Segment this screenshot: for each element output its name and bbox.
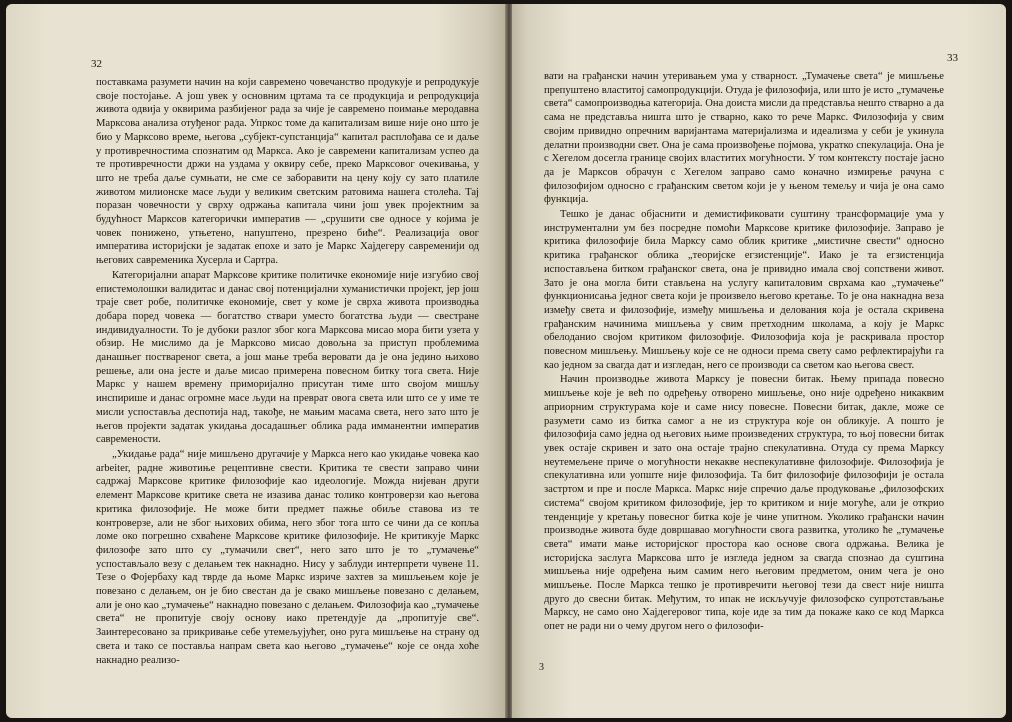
paragraph: Категоријални апарат Марксове критике политичке економије није изгубио свој епистемолошки валидитас и данас свој потенцијални хуманистички пројект, јер још траје свет робе, политичке економије, свет у коме је сврха живота производња добара поред човека — богатство ствари уместо богатства људи — свестране индивидуалности. То је дубоки разлог због кога Марксова мисао мора бити узета у обзир. Не мислимо да је Марксово мисао довољна за приступ проблемима данашњег постварeног света, а још мање треба веровати да је она једино њихово решење, али она јесте и даље мисао примерена повесном битку тога света. Није Маркс у нашем времену приморијално присутан тиме што својом мишљу инспирише и данас огромне масе људи на преврат овога света или што се у име те мисли успоставља деспотија над, такође, не мањим масама света, него зато што је његов пројекти задатак укидања досадашњег облика рада имманентни императив савремености. (96, 269, 479, 446)
right-page (512, 4, 1006, 718)
signature-mark: 3 (539, 662, 544, 673)
paragraph: Начин производње живота Марксу је повесни битак. Њему припада повесно мишљење које је већ по одређењу отворено мишљење, оно није одређено никаквим априорним структурама које и саме нису повесне. Повесни битак, дакле, може се разумети само из битка самог а не из структура које он обликује. А пошто је филозофија само једна од његових њиме произведених структура, то њој повесни битак увек остаје скривен и зато она остаје трајно спекулативна. Отуда су према Марксу неутемељене приче о могућности некакве неспекулативне филозофије. Филозофија је спекулативна или уопште није филозофија. Та бит филозофије филозофији је остала застртом и пре и после Маркса. Маркс није спречио даље продуковање „филозофских система“ својом критиком филозофије, јер то критиком и није могуће, али је открио тенденције у кретању повесног битка које је чине упитном. Уколико грађански начин производње живота буде довршавао могућности свога развитка, утолико ће „тумачење света“ имати мање историјског простора као основе свога одржања. Велика је историјска заслуга Марксова што је изгледа једном за свагда спознао да суштина мишљења није одређена њим самим него његовим предметом, оним чега је оно мишљење. После Маркса тешко је противречити његовој тези да свест није ништа друго до свесни битак. Међутим, то ипак не искључује филозофско супротстављање Марксу, не само оно Хајдегеровог типа, које иде за тим да покаже како се код Маркса опет не ради ни о чему другом него о филозофи- (544, 374, 944, 633)
left-page (6, 4, 506, 718)
right-page-text (544, 70, 944, 634)
paragraph: Тешко је данас објаснити и демистификовати суштину трансформације ума у инструментални ум без посредне помоћи Марксове критике филозофије. Заправо је критика филозофије била Марксу само облик критике „мистичне свести“ односно критика грађанског облика „теоријске егзистенције“. Иако је та егзистенција испостављена битком грађанског света, она је привидно имала свој сопствени живот. Зато је она могла бити стављена на услугу капиталовим сврхама као „тумачење“ функционисања једног света који је произвело његово кретање. То је она накнадна веза између света и филозофије, између мишљења и делования која је остала скривена грађанским начинима мишљења у свим претходним школама, а коју је Маркс обелоданио својом критиком филозофије. Филозофија која је раскривала простор повесном мишљењу. Мишљењу које се не односи према свету само рефлектирајући га као једном за свагда дат и изгледан, него се производи са светом као његова свест. (544, 209, 944, 371)
paragraph: вати на грађански начин утеривањем ума у стварност. „Тумачење света“ је мишљење препуштено властитој самопродукцији. Отуда је филозофија, или што је исто „тумачење света“ самопроизводња категорија. Она доиста мисли да представља нешто стварно а да сама не представља ништа што је стварно, како то рече Маркс. Филозофија у свим својим привидно опречним варијантама материјализма и идеализма у себи је укинула делатни производни свет. Она је сама произвођење појмова, укратко спекулација. Она је с Хегелом досегла границе својих властитих могућности. У том контексту постаје јасно да је Марксов обрачун с Хегелом заправо само коначно измирење рачуна с филозофијом односно с грађанским светом који је у њеном темељу и чија је она само функција. (544, 71, 944, 206)
page-number-right: 33 (947, 52, 958, 64)
book-spread (6, 4, 1006, 718)
left-page-text (96, 76, 479, 667)
paragraph: поставкама разумети начин на који савремено човечанство продукује и репродукује своје постојање. А још увек у основним цртама та се продукција и репродукција живота одвија у оквирима разбијеног рада за чије је савремено поимање меродавна Марксова анализа отуђеног рада. Упркос томе да капитализам више није оно што је био у Марксово време, његова „субјект-супстанција“ капитал расплођава се и даље у противречностима спознатим од Маркса. Ако је савремени капитализам успео да те противречности држи на уздама у оквиру себе, преко Марксовог очекивања, у што не треба даље сумњати, не сме се заборавити на цену коју су зато платиле животом милионске масе људи у великим светским ратовима нашега столећа. Тај поразан човечности у сврху одржања капитала чини још увек пројектним за будућност Марксов категорички императив — „срушити све односе у којима је човек понижено, утњетено, напуштено, презрено биће“. Реализација овог императива историјски је задатак епохе и зато је Маркс Хајдегеру савременији од његових савременика Хусерла и Сартра. (96, 77, 479, 267)
page-number-left: 32 (91, 58, 102, 70)
paragraph: „Укидање рада“ није мишљено другачије у Маркса него као укидање човека као arbeiter, радне животиње рецептивне свести. Критика те свести заправо чини садржај Марксове критике филозофије као идеологије. Можда нијеван други елемент Марксове критике света не изазива данас толико контроверзи као његова критика филозофије. Не може бити предмет пажње обиље ставова из те контроверзе, али не због њихових обима, него због тога што се чини да се копља ломе око погрешно схваћене Марксове критике филозофије. Не критикује Маркс филозофе зато што су „тумачили свет“, него зато што је то „тумачење“ успостављало везу с делањем тек накнадно. Нису у заблуди интерпрети чувене 11. Тезе о Фојербаху кад тврде да њоме Маркс изриче захтев за мишљењем које је повезано с делањем, он је био свестан да је свако мишљење повезано с делањем, али је оно као „тумачење“ накнадно повезано с делањем. Филозофија као „тумачење света“ не пропитује своју основу иако претендује да „пропитује све“. Заинтересовано за прикривање себе утемељујућег, оно руга мишљење на страну од света и тако се поставља напрам света као његово „тумачење“ које се онда хоће накнадно реализо- (96, 448, 479, 666)
